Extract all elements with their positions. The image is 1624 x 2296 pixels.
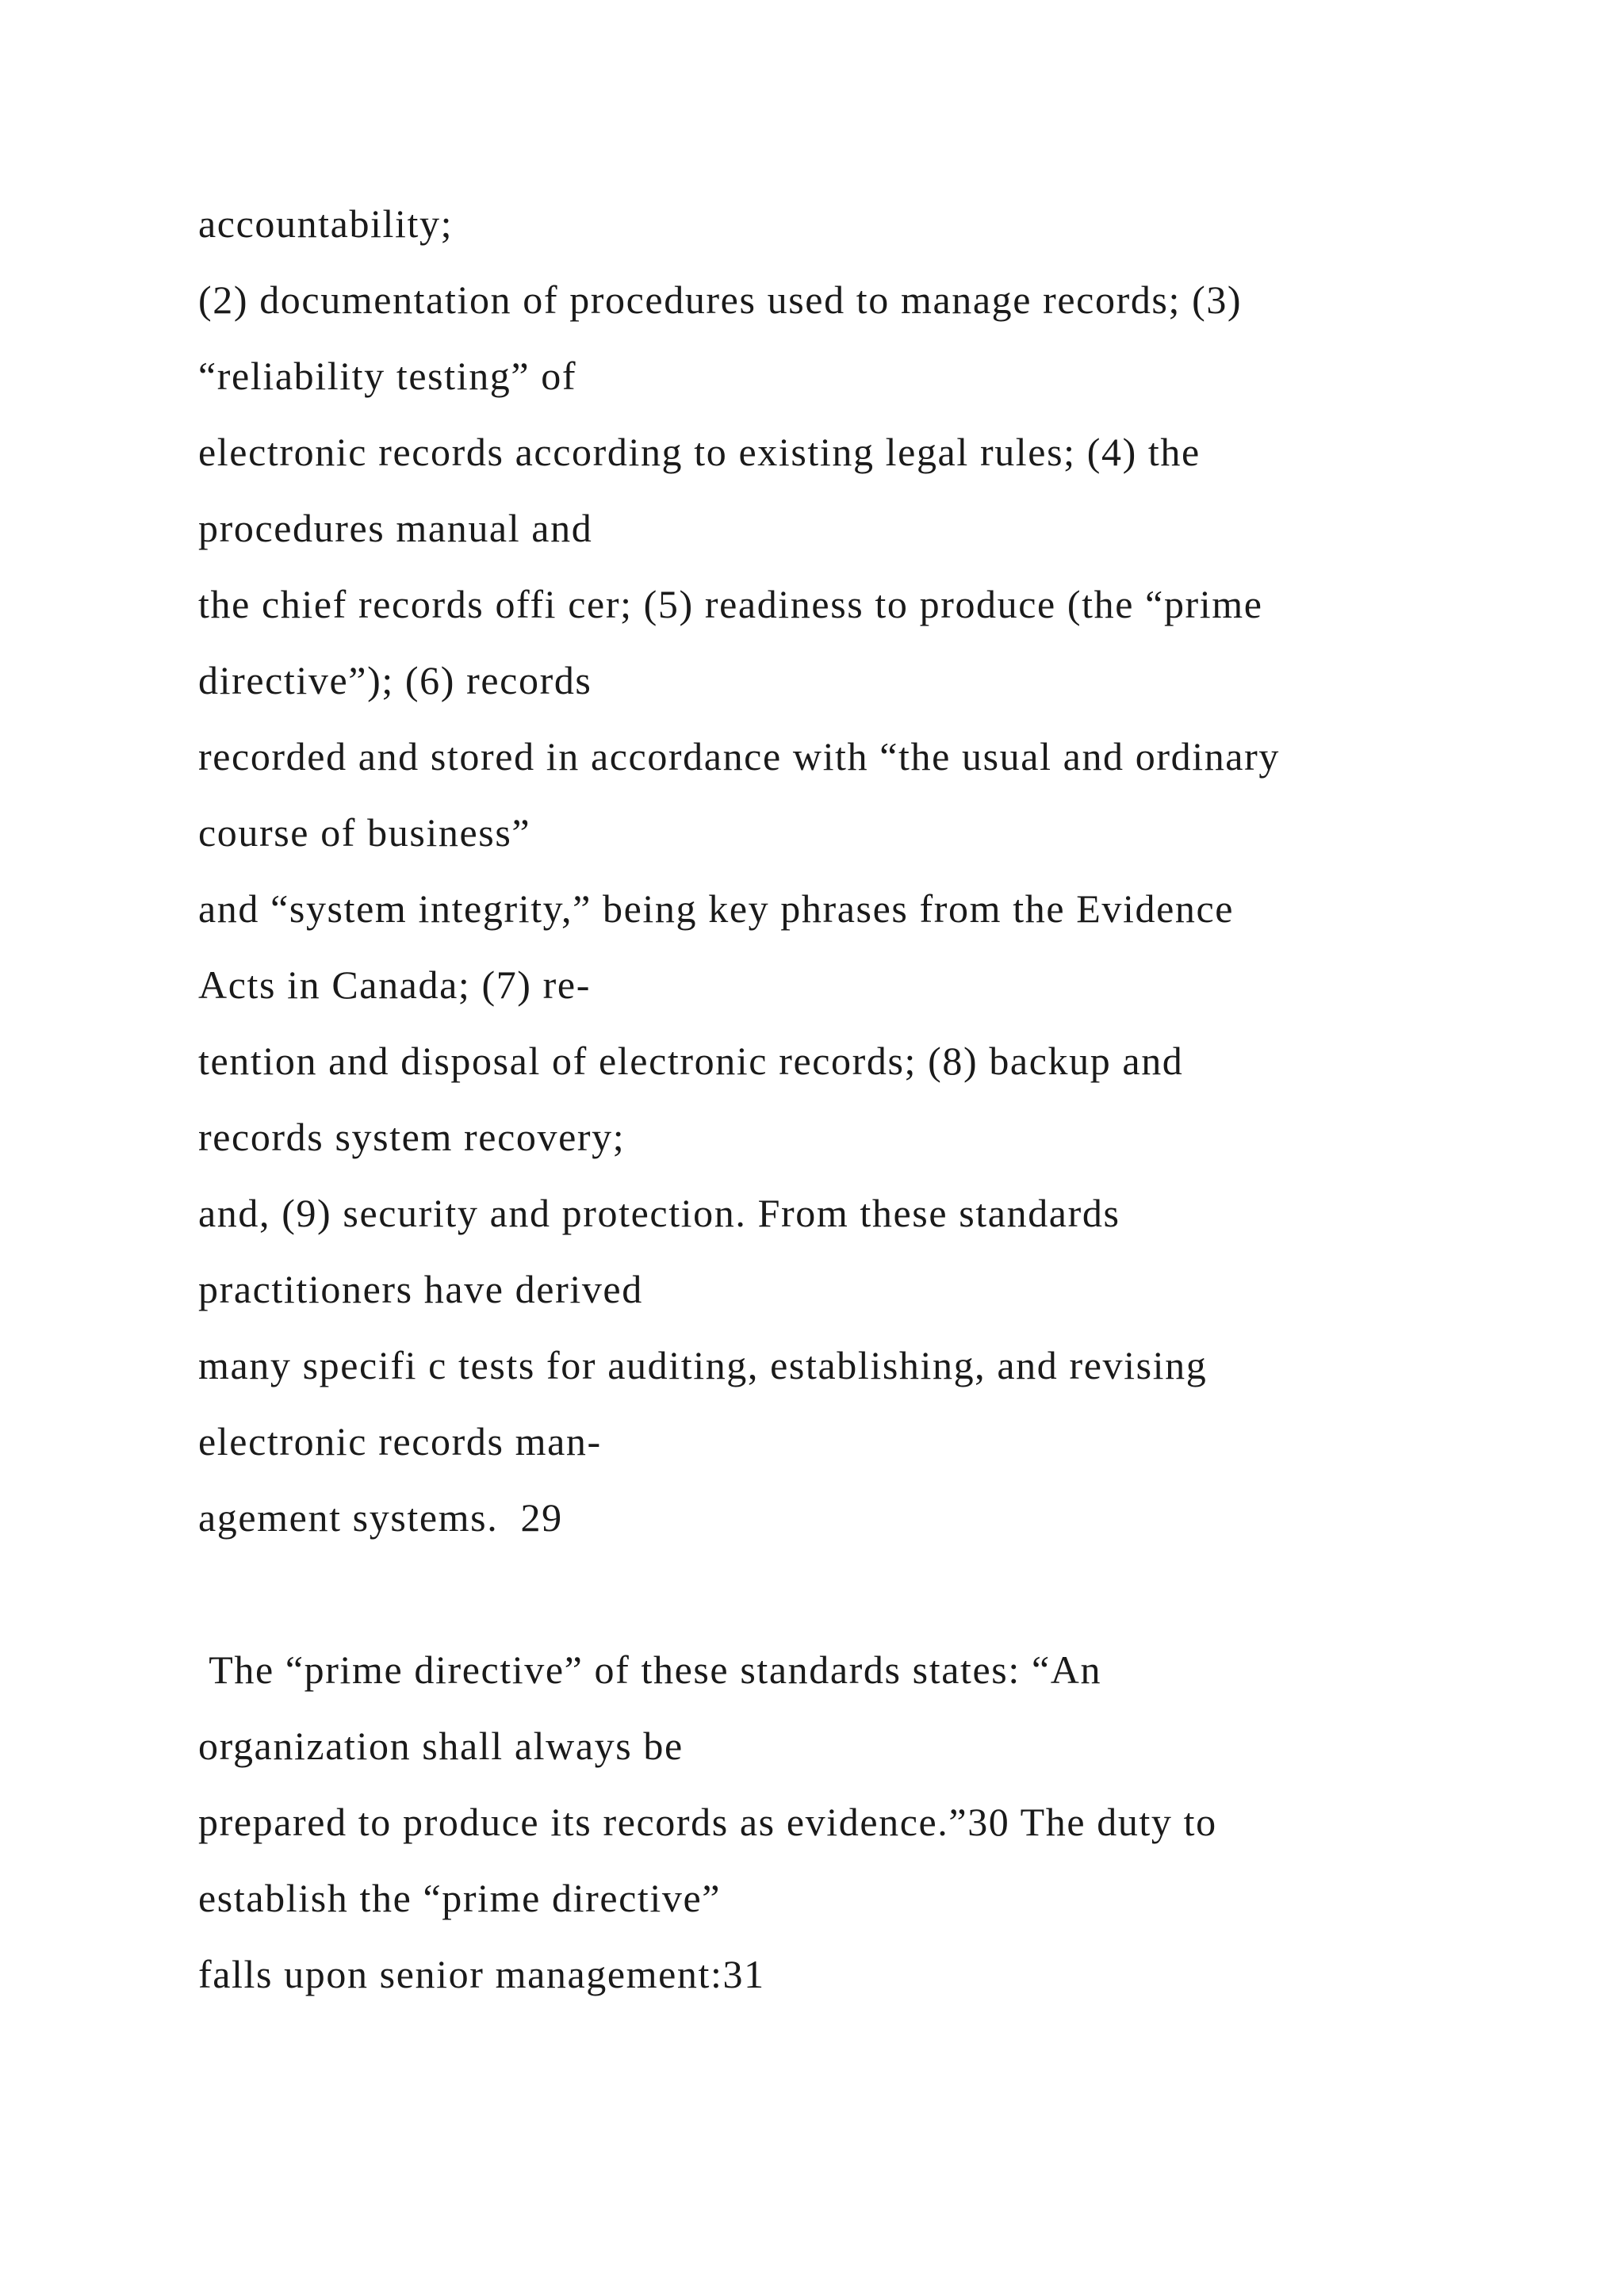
text-line: prepared to produce its records as evidence.”30 The duty to (198, 1800, 1217, 1844)
text-line: and, (9) security and protection. From these standards (198, 1191, 1120, 1235)
text-line: The “prime directive” of these standards states: “An (198, 1647, 1102, 1692)
text-line: course of business” (198, 810, 531, 855)
text-line: practitioners have derived (198, 1267, 643, 1311)
text-line: and “system integrity,” being key phrases from the Evidence (198, 886, 1235, 931)
text-line: falls upon senior management:31 (198, 1952, 765, 1996)
text-line: electronic records man- (198, 1419, 602, 1464)
text-line: organization shall always be (198, 1724, 684, 1768)
text-line: directive”); (6) records (198, 658, 592, 702)
text-line: establish the “prime directive” (198, 1876, 722, 1920)
text-line: accountability; (198, 201, 454, 246)
text-line: Acts in Canada; (7) re- (198, 962, 591, 1007)
text-line: agement systems. 29 (198, 1495, 563, 1540)
text-line: many specifi c tests for auditing, establishing, and revising (198, 1343, 1208, 1387)
text-line: tention and disposal of electronic records; (8) backup and (198, 1039, 1184, 1083)
text-line: recorded and stored in accordance with “the usual and ordinary (198, 734, 1280, 779)
text-line: records system recovery; (198, 1115, 626, 1159)
text-line: (2) documentation of procedures used to manage records; (3) (198, 277, 1243, 322)
text-line: the chief records offi cer; (5) readiness to produce (the “prime (198, 582, 1263, 626)
text-line: electronic records according to existing legal rules; (4) the (198, 430, 1201, 474)
text-line: “reliability testing” of (198, 354, 577, 398)
text-line: procedures manual and (198, 506, 593, 550)
